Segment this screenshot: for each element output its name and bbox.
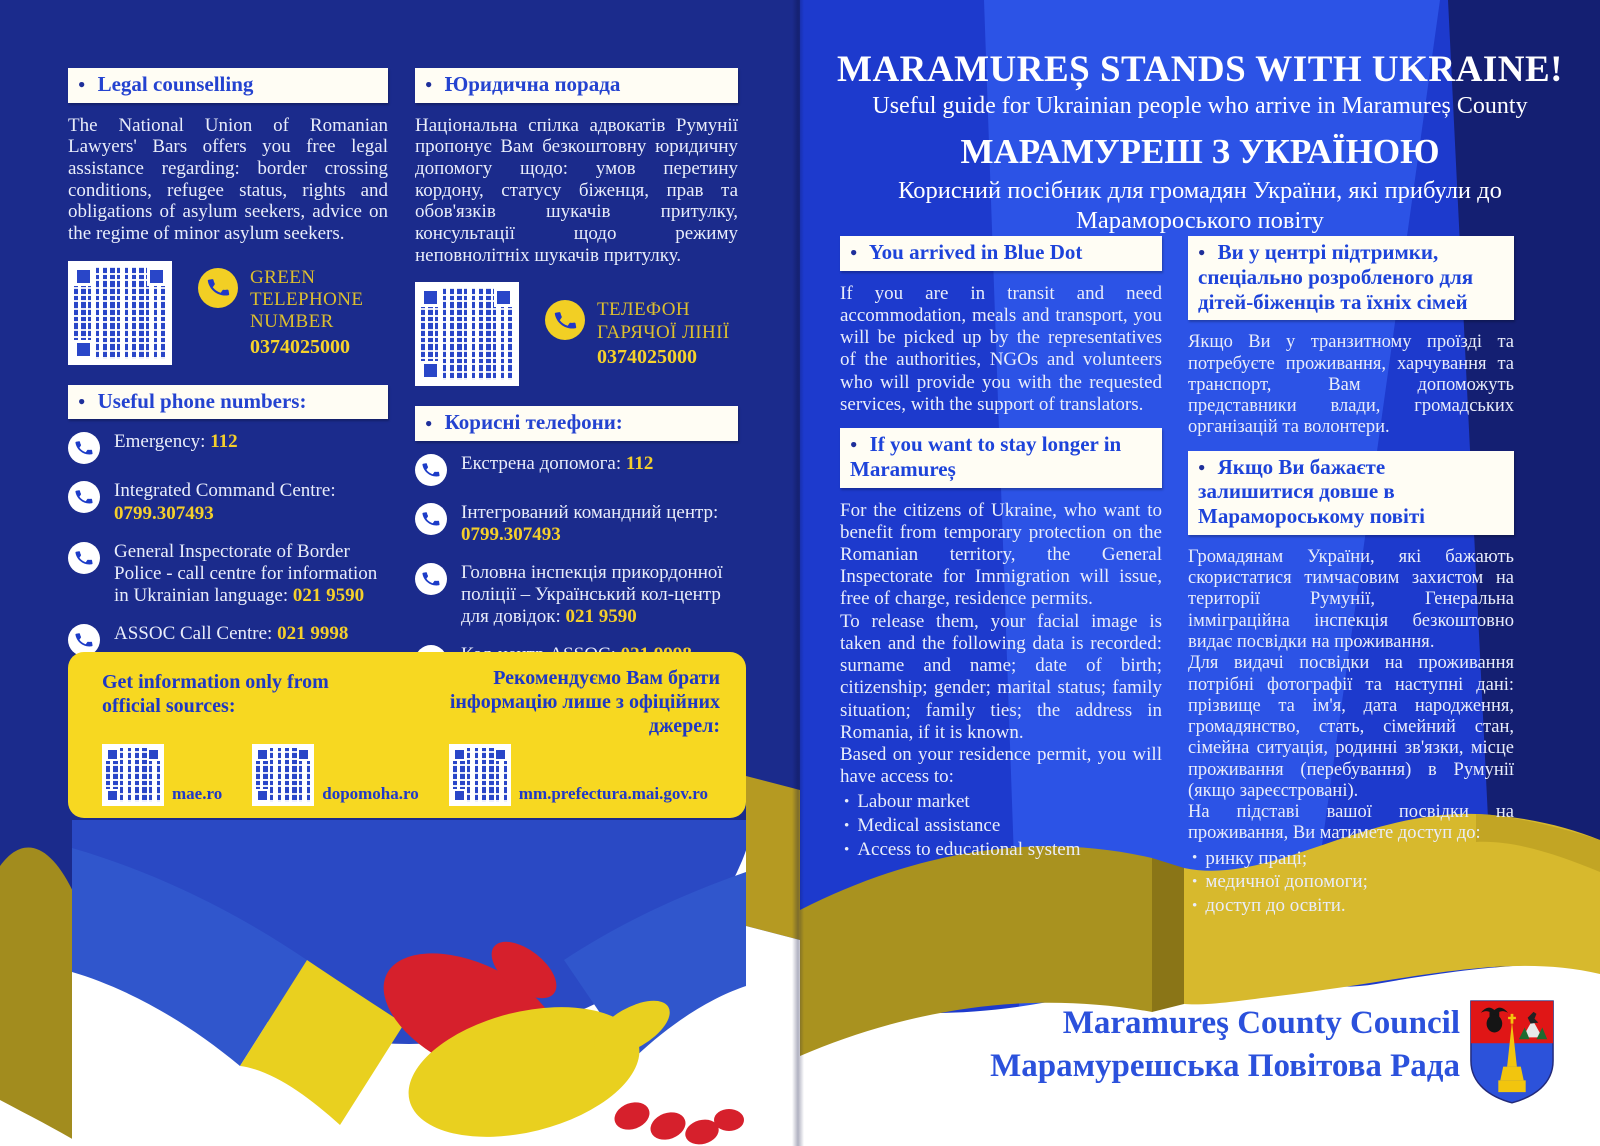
support-center-body-ua: Якщо Ви у транзитному проїзді та потребуєте проживання, харчування та транспорт, Вам допоможуть представники влади, громадських організацій та волонтери. [1188, 332, 1514, 438]
phone-item [68, 480, 388, 524]
green-phone-info [545, 299, 757, 369]
section-header-useful-phones-en [68, 385, 388, 420]
phone-icon [415, 563, 447, 595]
qr-code-green-phone-en [68, 261, 172, 365]
qr-finder-pattern [297, 748, 310, 761]
qr-finder-pattern [494, 288, 513, 307]
phone-icon [68, 624, 100, 656]
source-link-mae: mae.ro [172, 784, 223, 803]
phone-label: General Inspectorate of Border Police - call centre for information in Ukrainian language: [114, 540, 378, 606]
bullet-item: • Medical assistance [844, 814, 1162, 838]
phone-icon [68, 481, 100, 513]
qr-finder-pattern [147, 267, 166, 286]
qr-finder-pattern [421, 361, 440, 380]
page-subtitle-ua: Корисний посібник для громадян України, які прибули до Марамороського повіту [898, 177, 1502, 235]
phone-number: 112 [625, 453, 654, 475]
phone-icon [68, 432, 100, 464]
qr-code-dopomoha-ro [252, 744, 314, 806]
right-column-english [840, 236, 1162, 862]
left-column-ukrainian [415, 68, 738, 693]
council-name-ua: Марамурешська Повітова Рада [990, 1047, 1460, 1084]
right-panel [800, 0, 1600, 1146]
left-column-english [68, 68, 388, 672]
legal-ua-body: Національна спілка адвокатів Румунії пропонує Вам безкоштовну юридичну допомогу щодо: умов перетину кордону, статусу біженця, прав та обов'язків шукачів притулку, консультації щодо режиму неповнолітніх шукачів притулку. [415, 114, 738, 266]
council-footer [840, 1002, 1460, 1088]
bullet-item: • доступ до освіти. [1192, 894, 1514, 918]
qr-finder-pattern [453, 748, 466, 761]
phone-item [68, 541, 388, 607]
qr-code-prefectura [449, 744, 511, 806]
phone-label: Інтегрований командний центр: [461, 502, 719, 524]
stay-longer-paragraph: Based on your residence permit, you will have access to: [840, 744, 1162, 788]
phone-icon [198, 268, 238, 308]
phone-item [415, 453, 738, 486]
green-phone-info [198, 267, 410, 359]
phone-number: 0799.307493 [114, 502, 214, 524]
green-phone-text [250, 267, 410, 359]
stay-longer-ua-bullets [1188, 847, 1514, 918]
section-header-label: Якщо Ви бажаєте залишитися довше в Марамороському повіті [1198, 454, 1426, 529]
section-header-label: Useful phone numbers: [97, 388, 307, 413]
legal-counselling-body: The National Union of Romanian Lawyers' Bars offers you free legal assistance regarding: border crossing conditions, refugee status, rights and obligations of asylum seekers, advice on the regime of minor asylum seekers. [68, 114, 388, 245]
section-header-label: Legal counselling [97, 72, 254, 96]
phone-number: 0799.307493 [461, 524, 561, 546]
section-header-legal-counselling [68, 68, 388, 103]
green-phone-block-en [68, 261, 388, 365]
title-block [828, 50, 1572, 236]
section-header-support-center-ua [1188, 236, 1514, 320]
stay-longer-ua-paragraph: На підставі вашої посвідки на проживання, Ви матимете доступ до: [1188, 802, 1514, 844]
green-phone-label: GREEN TELEPHONE NUMBER [250, 266, 364, 333]
phone-icon [415, 503, 447, 535]
phone-item [68, 623, 388, 656]
qr-finder-pattern [74, 267, 93, 286]
phone-number: 021 9590 [565, 606, 637, 628]
phone-number: 021 9590 [292, 584, 365, 606]
source-link-dopomoha: dopomoha.ro [322, 784, 419, 803]
section-header-blue-dot [840, 236, 1162, 271]
handshake-illustration [72, 820, 746, 1146]
qr-finder-pattern [106, 789, 119, 802]
phone-number: 112 [210, 431, 238, 453]
sources-text-en: Get information only from official sources: [102, 671, 329, 717]
qr-finder-pattern [453, 789, 466, 802]
maramures-coat-of-arms [1468, 998, 1556, 1106]
phone-number: 021 9998 [277, 622, 349, 644]
phone-label: Екстрена допомога: [461, 453, 622, 475]
stay-longer-bullets [840, 790, 1162, 861]
qr-finder-pattern [256, 789, 269, 802]
phone-label: ASSOC Call Centre: [114, 622, 273, 644]
phone-label: Integrated Command Centre: [114, 480, 336, 502]
right-column-ukrainian [1188, 236, 1514, 918]
section-header-stay-longer [840, 428, 1162, 488]
qr-code-mae-ro [102, 744, 164, 806]
green-phone-text [597, 299, 757, 369]
phone-item [415, 502, 738, 546]
section-header-label: If you want to stay longer in Maramureș [850, 432, 1122, 481]
official-sources-box [68, 652, 746, 818]
green-phone-block-ua [415, 282, 738, 386]
qr-code-green-phone-ua [415, 282, 519, 386]
handshake-photo [72, 820, 746, 1146]
page-title-ua: МАРАМУРЕШ З УКРАЇНОЮ [960, 132, 1440, 172]
qr-finder-pattern [106, 748, 119, 761]
bullet-item: • Labour market [844, 790, 1162, 814]
qr-finder-pattern [74, 340, 93, 359]
source-link-item [102, 744, 242, 806]
blue-dot-body: If you are in transit and need accommodation, meals and transport, you will be picked up by the representatives of the authorities, NGOs and volunteers who will provide you with the requested services, with the support of translators. [840, 282, 1162, 415]
bullet-item: • ринку праці; [1192, 847, 1514, 871]
page-title-en: MARAMUREȘ STANDS WITH UKRAINE! [837, 49, 1563, 90]
phone-icon [68, 542, 100, 574]
source-link-item [252, 744, 439, 806]
qr-finder-pattern [494, 748, 507, 761]
qr-finder-pattern [421, 288, 440, 307]
source-link-item [449, 744, 728, 806]
stay-longer-paragraph: For the citizens of Ukraine, who want to benefit from temporary protection on the Romanian territory, the General Inspectorate for Immigration will issue, free of charge, residence permits. [840, 499, 1162, 610]
qr-finder-pattern [256, 748, 269, 761]
qr-finder-pattern [147, 748, 160, 761]
phone-icon [415, 454, 447, 486]
sources-text-ua: Рекомендуємо Вам брати інформацію лише з офіційних джерел: [449, 667, 720, 737]
source-link-prefectura: mm.prefectura.mai.gov.ro [518, 784, 708, 803]
phone-item [415, 562, 738, 628]
section-header-useful-phones-ua [415, 406, 738, 441]
stay-longer-paragraph: To release them, your facial image is taken and the following data is recorded: surname and name; date of birth; citizenship; gender; marital status; family situation; family ties; the address in Romania, if it is known. [840, 610, 1162, 743]
green-phone-label: ТЕЛЕФОН ГАРЯЧОЇ ЛІНІЇ [597, 299, 730, 343]
sources-qr-row [102, 744, 728, 806]
section-header-label: You arrived in Blue Dot [868, 240, 1083, 264]
phone-item [68, 431, 388, 464]
phone-label: Emergency: [114, 431, 206, 453]
section-header-legal-ua [415, 68, 738, 103]
phone-label: Головна інспекція прикордонної поліції – Український кол-центр для довідок: [461, 562, 723, 628]
page-subtitle-en: Useful guide for Ukrainian people who arrive in Maramureș County [872, 92, 1528, 119]
section-header-stay-longer-ua [1188, 451, 1514, 535]
phone-icon [545, 300, 585, 340]
green-phone-number: 0374025000 [597, 346, 697, 369]
section-header-label: Юридична порада [444, 72, 621, 96]
stay-longer-ua-paragraph: Для видачі посвідки на проживання потрібні фотографії та наступні дані: прізвище та ім'я, дата народження, громадянство, стать, сімейний стан, сімейна ситуація, родинні зв'язки, місце проживання (перебування) в Румунії (якщо зареєстровані). [1188, 653, 1514, 801]
green-phone-number: 0374025000 [250, 335, 350, 358]
stay-longer-ua-paragraph: Громадянам України, які бажають скористатися тимчасовим захистом на території Румунії, Генеральна імміграційна інспекція безкоштовно видає посвідки на проживання. [1188, 546, 1514, 652]
section-header-label: Корисні телефони: [444, 410, 623, 435]
bullet-item: • медичної допомоги; [1192, 870, 1514, 894]
council-name-en: Maramureş County Council [1062, 1005, 1460, 1041]
section-header-label: Ви у центрі підтримки, спеціально розробленого для дітей-біженців та їхніх сімей [1198, 240, 1474, 314]
bullet-item: • Access to educational system [844, 838, 1162, 862]
